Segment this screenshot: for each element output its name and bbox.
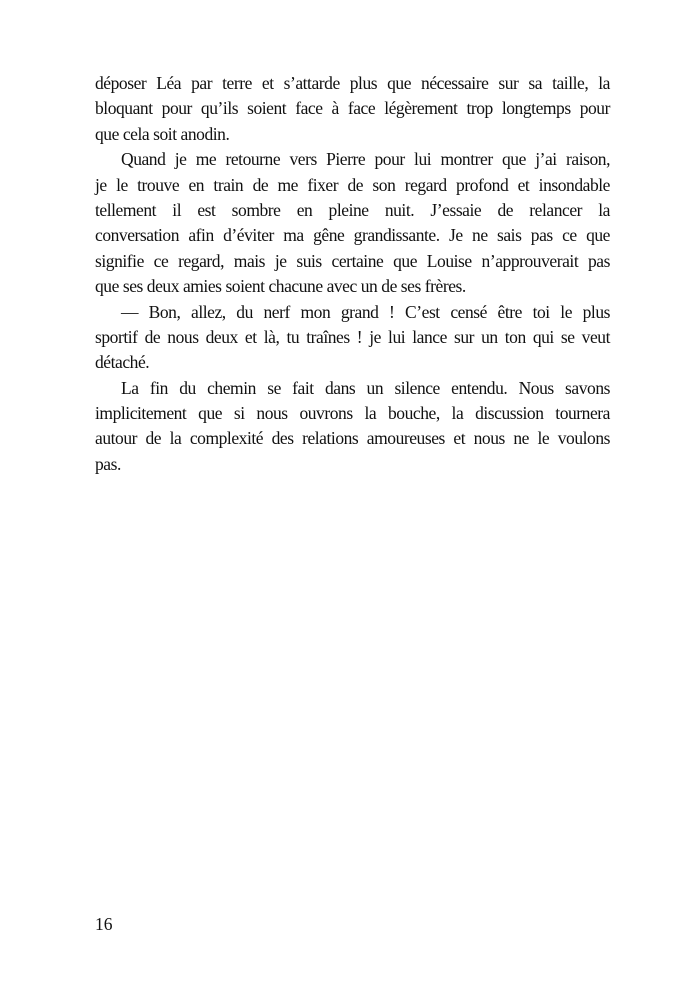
body-text [95, 71, 610, 477]
text-line: que cela soit anodin. [95, 123, 230, 144]
text-line: La fin du chemin se fait dans un silence entendu. Nous savons [121, 377, 610, 398]
text-line: pas. [95, 453, 121, 474]
text-line: Quand je me retourne vers Pierre pour lui montrer que j’ai raison, [121, 149, 610, 170]
text-line: détaché. [95, 352, 150, 373]
text-line: bloquant pour qu’ils soient face à face légèrement trop longtemps pour [95, 98, 610, 119]
text-line: signifie ce regard, mais je suis certaine que Louise n’approuverait pas [95, 250, 610, 271]
text-line: que ses deux amies soient chacune avec un de ses frères. [95, 276, 466, 297]
text-line: implicitement que si nous ouvrons la bouche, la discussion tournera [95, 403, 610, 424]
text-line: autour de la complexité des relations amoureuses et nous ne le voulons [95, 428, 610, 449]
text-line: — Bon, allez, du nerf mon grand ! C’est censé être toi le plus [121, 301, 610, 322]
text-line: tellement il est sombre en pleine nuit. J’essaie de relancer la [95, 199, 610, 220]
text-line: je le trouve en train de me fixer de son regard profond et insondable [95, 174, 610, 195]
text-line: conversation afin d’éviter ma gêne grandissante. Je ne sais pas ce que [95, 225, 610, 246]
page-number: 16 [95, 914, 113, 934]
text-line: sportif de nous deux et là, tu traînes ! je lui lance sur un ton qui se veut [95, 326, 610, 347]
text-line: déposer Léa par terre et s’attarde plus que nécessaire sur sa taille, la [95, 73, 610, 93]
